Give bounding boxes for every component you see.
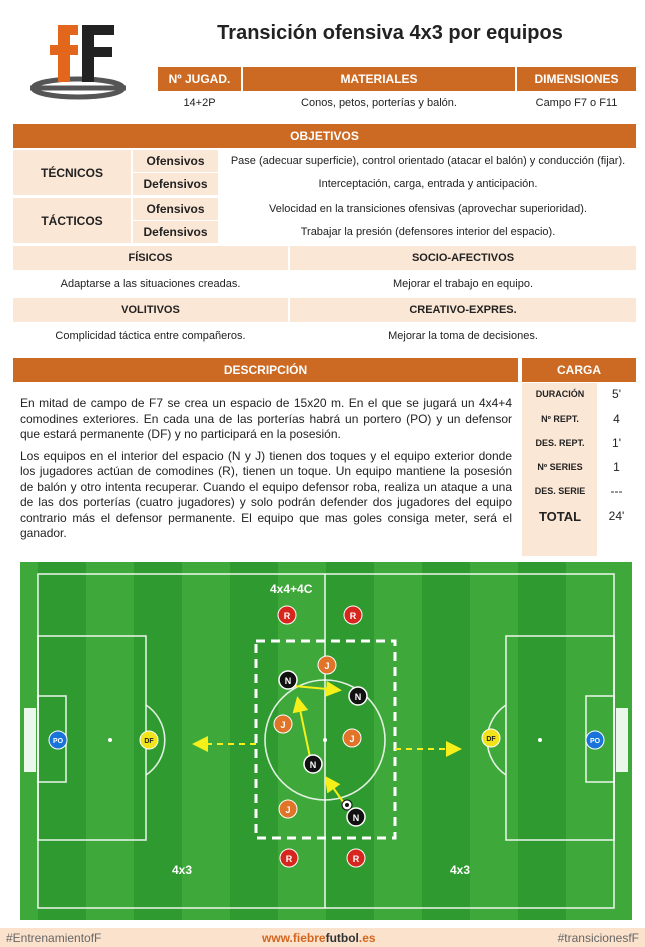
player-r: [280, 849, 298, 867]
svg-text:R: R: [349, 611, 357, 621]
right-team-label: 4x3: [450, 863, 471, 877]
defender-right: [482, 729, 500, 747]
carga-label: Nº REPT.: [541, 414, 579, 424]
header-materiales: MATERIALES: [243, 67, 515, 91]
svg-text:J: J: [280, 720, 286, 730]
svg-text:J: J: [324, 661, 330, 671]
value-dimensiones: Campo F7 o F11: [535, 97, 618, 109]
goalkeeper-left: [49, 731, 67, 749]
value-materiales: Conos, petos, porterías y balón.: [301, 97, 457, 109]
value-num-jugadores: 14+2P: [183, 97, 216, 109]
volitivos-text: Complicidad táctica entre compañeros.: [55, 330, 246, 342]
carga-value: ---: [610, 484, 623, 498]
page-title: Transición ofensiva 4x3 por equipos: [217, 22, 563, 44]
player-n: [349, 687, 367, 705]
carga-label: DES. REPT.: [535, 438, 585, 448]
tacticos-defensivos-label: Defensivos: [133, 221, 218, 243]
carga-row-descanso-rept: [523, 431, 636, 455]
footer-website-bold: futbol: [325, 931, 359, 945]
player-j: [279, 800, 297, 818]
footer-website[interactable]: [262, 931, 376, 945]
carga-label: DES. SERIE: [534, 486, 586, 496]
socio-text: Mejorar el trabajo en equipo.: [392, 278, 534, 290]
carga-total-value: 24': [608, 509, 625, 523]
svg-text:N: N: [352, 813, 360, 823]
svg-text:PO: PO: [52, 738, 64, 745]
svg-text:J: J: [285, 805, 291, 815]
right-goal: [616, 708, 628, 772]
tacticos-defensivos-text: Trabajar la presión (defensores interior del espacio).: [300, 226, 556, 238]
left-team-label: 4x3: [172, 863, 193, 877]
carga-value: 1': [612, 436, 621, 450]
carga-value: 1: [613, 460, 620, 474]
creativo-text: Mejorar la toma de decisiones.: [388, 330, 538, 342]
tecnicos-defensivos-label: Defensivos: [133, 173, 218, 195]
carga-row-series: [523, 455, 636, 479]
svg-text:J: J: [349, 734, 355, 744]
carga-label: DURACIÓN: [535, 389, 585, 399]
fisicos-text: Adaptarse a las situaciones creadas.: [60, 278, 241, 290]
ball-icon: [342, 800, 352, 810]
carga-header: CARGA: [522, 358, 636, 382]
carga-row-repeticiones: [523, 407, 636, 431]
svg-text:PO: PO: [589, 738, 601, 745]
descripcion-header: DESCRIPCIÓN: [13, 358, 518, 382]
player-j: [274, 715, 292, 733]
player-r: [278, 606, 296, 624]
svg-text:R: R: [283, 611, 291, 621]
footer-hashtag-left: #EntrenamientofF: [6, 931, 102, 945]
tecnicos-defensivos-text: Interceptación, carga, entrada y anticipación.: [318, 178, 538, 190]
header-dimensiones: DIMENSIONES: [517, 67, 636, 91]
tacticos-label: TÁCTICOS: [13, 198, 131, 243]
carga-value: 5': [612, 387, 621, 401]
field-title: 4x4+4C: [270, 582, 313, 596]
descripcion-body: [20, 396, 512, 548]
carga-row-descanso-serie: [523, 479, 636, 503]
tecnicos-ofensivos-label: Ofensivos: [133, 150, 218, 172]
player-j: [343, 729, 361, 747]
tecnicos-ofensivos-text: Pase (adecuar superficie), control orientado (atacar el balón) y conducción (fijar).: [230, 155, 626, 167]
objetivos-header: OBJETIVOS: [13, 124, 636, 148]
player-n: [279, 671, 297, 689]
svg-text:DF: DF: [486, 736, 496, 743]
svg-text:N: N: [309, 760, 317, 770]
svg-text:N: N: [354, 692, 362, 702]
svg-text:R: R: [285, 854, 293, 864]
descripcion-paragraph-1: En mitad de campo de F7 se crea un espacio de 15x20 m. En el que se jugará un 4x4+4 comodines exteriores. En cada una de las porterías habrá un portero (PO) y un defensor que estará permanente (DF) y no participará en la posesión.: [20, 396, 512, 441]
header-num-jugadores: Nº JUGAD.: [158, 67, 241, 91]
player-r: [344, 606, 362, 624]
left-goal: [24, 708, 36, 772]
logo: [18, 10, 138, 105]
football-field: [20, 562, 632, 920]
carga-total-label: TOTAL: [538, 508, 582, 524]
descripcion-paragraph-2: Los equipos en el interior del espacio (N y J) tienen dos toques y el equipo exterior donde los jugadores actúan de comodines (R), tienen un toque. Un equipo mantiene la posesión de balón y otro intenta recuperar. Cuando el equipo defensor roba, realiza un ataque a una de las dos porterías (cuatro jugadores) y solo podrán defender dos jugadores del equipo contrario más el defensor permanente. El equipo que mas goles consiga meter, será el ganador.: [20, 448, 512, 540]
player-n: [347, 808, 365, 826]
socio-label: SOCIO-AFECTIVOS: [290, 246, 636, 270]
logo-mark: [18, 10, 138, 105]
tacticos-ofensivos-label: Ofensivos: [133, 198, 218, 220]
volitivos-label: VOLITIVOS: [13, 298, 288, 322]
goalkeeper-right: [586, 731, 604, 749]
svg-text:R: R: [352, 854, 360, 864]
carga-row-total: [523, 504, 636, 528]
defender-left: [140, 731, 158, 749]
footer-hashtag-right: #transicionesfF: [557, 931, 639, 945]
player-n: [304, 755, 322, 773]
svg-text:DF: DF: [144, 738, 154, 745]
footer-website-suffix: .es: [358, 931, 376, 945]
carga-label: Nº SERIES: [537, 462, 583, 472]
footer: [0, 928, 645, 947]
footer-website-prefix: www.fiebre: [262, 931, 326, 945]
player-r: [347, 849, 365, 867]
tacticos-ofensivos-text: Velocidad en la transiciones ofensivas (aprovechar superioridad).: [269, 203, 587, 215]
svg-text:N: N: [284, 676, 292, 686]
carga-value: 4: [613, 412, 620, 426]
carga-row-duracion: [523, 382, 636, 406]
player-j: [318, 656, 336, 674]
fisicos-label: FÍSICOS: [13, 246, 288, 270]
tecnicos-label: TÉCNICOS: [13, 150, 131, 195]
creativo-label: CREATIVO-EXPRES.: [290, 298, 636, 322]
